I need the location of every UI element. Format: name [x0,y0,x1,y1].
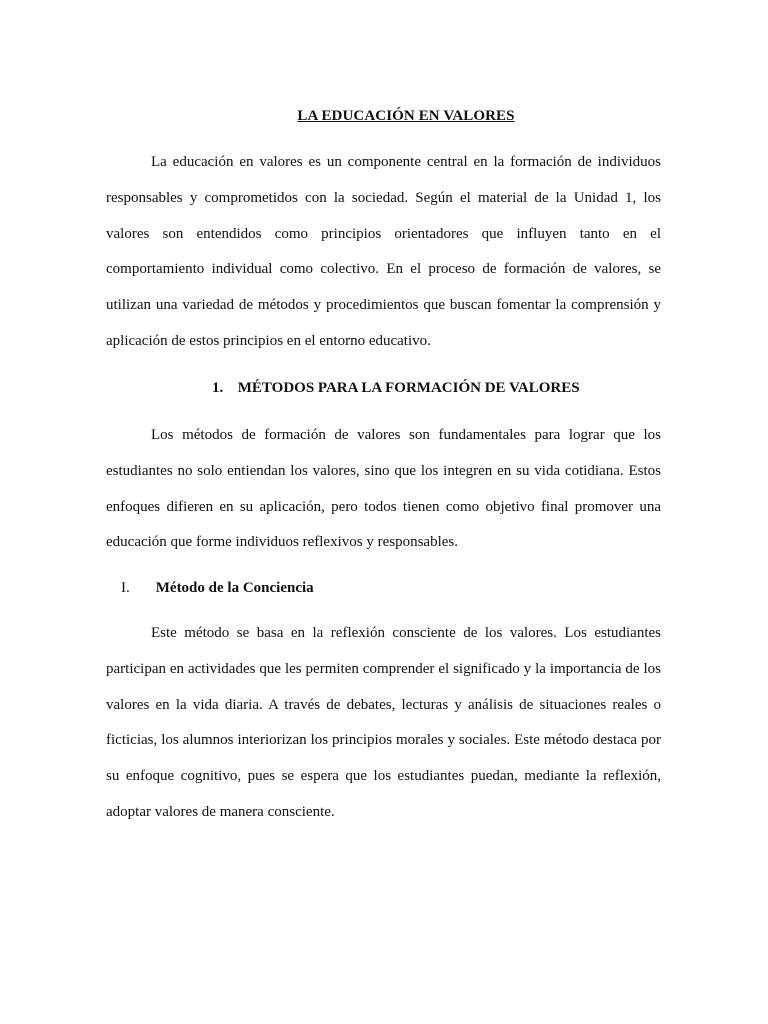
section-number: 1. [212,380,224,396]
section-heading [212,380,580,397]
section-heading-text: MÉTODOS PARA LA FORMACIÓN DE VALORES [237,380,580,396]
section-paragraph: Los métodos de formación de valores son fundamentales para lograr que los estudiantes no solo entiendan los valores, sino que los integren en su vida cotidiana. Estos enfoques difieren en su aplicación, pero todos tienen como objetivo final promover una educación que forme individuos reflexivos y responsables. [106,427,661,551]
subsection-heading [121,580,314,597]
document-title: LA EDUCACIÓN EN VALORES [297,108,515,124]
subsection-heading-text: Método de la Conciencia [155,580,314,596]
subsection-paragraph: Este método se basa en la reflexión consciente de los valores. Los estudiantes participan en actividades que les permiten comprender el significado y la importancia de los valores en la vida diaria. A través de debates, lecturas y análisis de situaciones reales o ficticias, los alumnos interiorizan los principios morales y sociales. Este método destaca por su enfoque cognitivo, pues se espera que los estudiantes puedan, mediante la reflexión, adoptar valores de manera consciente. [106,625,661,820]
subsection-number: I. [121,580,130,596]
intro-paragraph: La educación en valores es un componente central en la formación de individuos responsables y comprometidos con la sociedad. Según el material de la Unidad 1, los valores son entendidos como principios orientadores que influyen tanto en el comportamiento individual como colectivo. En el proceso de formación de valores, se utilizan una variedad de métodos y procedimientos que buscan fomentar la comprensión y aplicación de estos principios en el entorno educativo. [106,154,661,349]
